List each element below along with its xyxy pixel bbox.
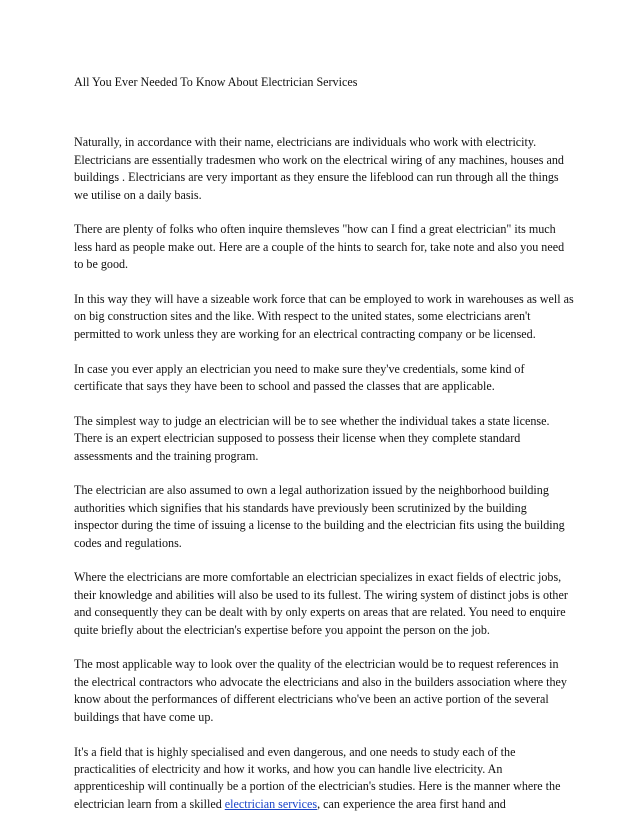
electrician-services-link[interactable]: electrician services bbox=[224, 796, 318, 811]
paragraph-2: There are plenty of folks who often inquire themsleves "how can I find a great electrician" its much less hard as people make out. Here are a couple of the hints to search for, take note and also you need to be good. bbox=[74, 222, 565, 272]
paragraph-3: In this way they will have a sizeable work force that can be employed to work in warehouses as well as on big construction sites and the like. With respect to the united states, some electricians aren't permitted to work unless they are working for an electrical contracting company or be licensed. bbox=[74, 292, 574, 341]
paragraph-4: In case you ever apply an electrician you need to make sure they've credentials, some kind of certificate that says they have been to school and passed the classes that are applicable. bbox=[74, 361, 525, 394]
paragraph-8: The most applicable way to look over the quality of the electrician would be to request references in the electrical contractors who advocate the electricians and also in the builders association where they know about the performances of different electricians who've been an active portion of the several buildings that have come up. bbox=[74, 657, 567, 724]
paragraph-5: The simplest way to judge an electrician will be to see whether the individual takes a state license. There is an expert electrician supposed to possess their license when they complete standard assessments and the training program. bbox=[74, 413, 550, 463]
paragraph-6: The electrician are also assumed to own a legal authorization issued by the neighborhood building authorities which signifies that his standards have previously been scrutinized by the building inspector during the time of issuing a license to the building and the electrician fits using the building codes and regulations. bbox=[74, 483, 565, 550]
paragraph-7: Where the electricians are more comfortable an electrician specializes in exact fields of electric jobs, their knowledge and abilities will also be used to its fullest. The wiring system of distinct jobs is other and consequently they can be dealt with by only experts on areas that are related. You need to enquire quite briefly about the electrician's expertise before you appoint the person on the job. bbox=[74, 570, 568, 637]
paragraph-9 bbox=[74, 744, 574, 814]
document-page bbox=[74, 74, 574, 831]
paragraph-9-text-before-link: It's a field that is highly specialised and even dangerous, and one needs to study each of the practicalities of electricity and how it works, and how you can handle live electricity. An apprenticeship will continually be a portion of the electrician's studies. Here is the manner where the electrician learn from a skilled bbox=[74, 744, 561, 811]
paragraph-9-text-after-link: , can experience the area first hand and bbox=[317, 796, 506, 811]
paragraph-1: Naturally, in accordance with their name, electricians are individuals who work with electricity. Electricians are essentially tradesmen who work on the electrical wiring of any machines, houses and buildings . Electricians are very important as they ensure the lifeblood can run through all the things we utilise on a daily basis. bbox=[74, 135, 564, 202]
document-title: All You Ever Needed To Know About Electrician Services bbox=[74, 75, 358, 89]
